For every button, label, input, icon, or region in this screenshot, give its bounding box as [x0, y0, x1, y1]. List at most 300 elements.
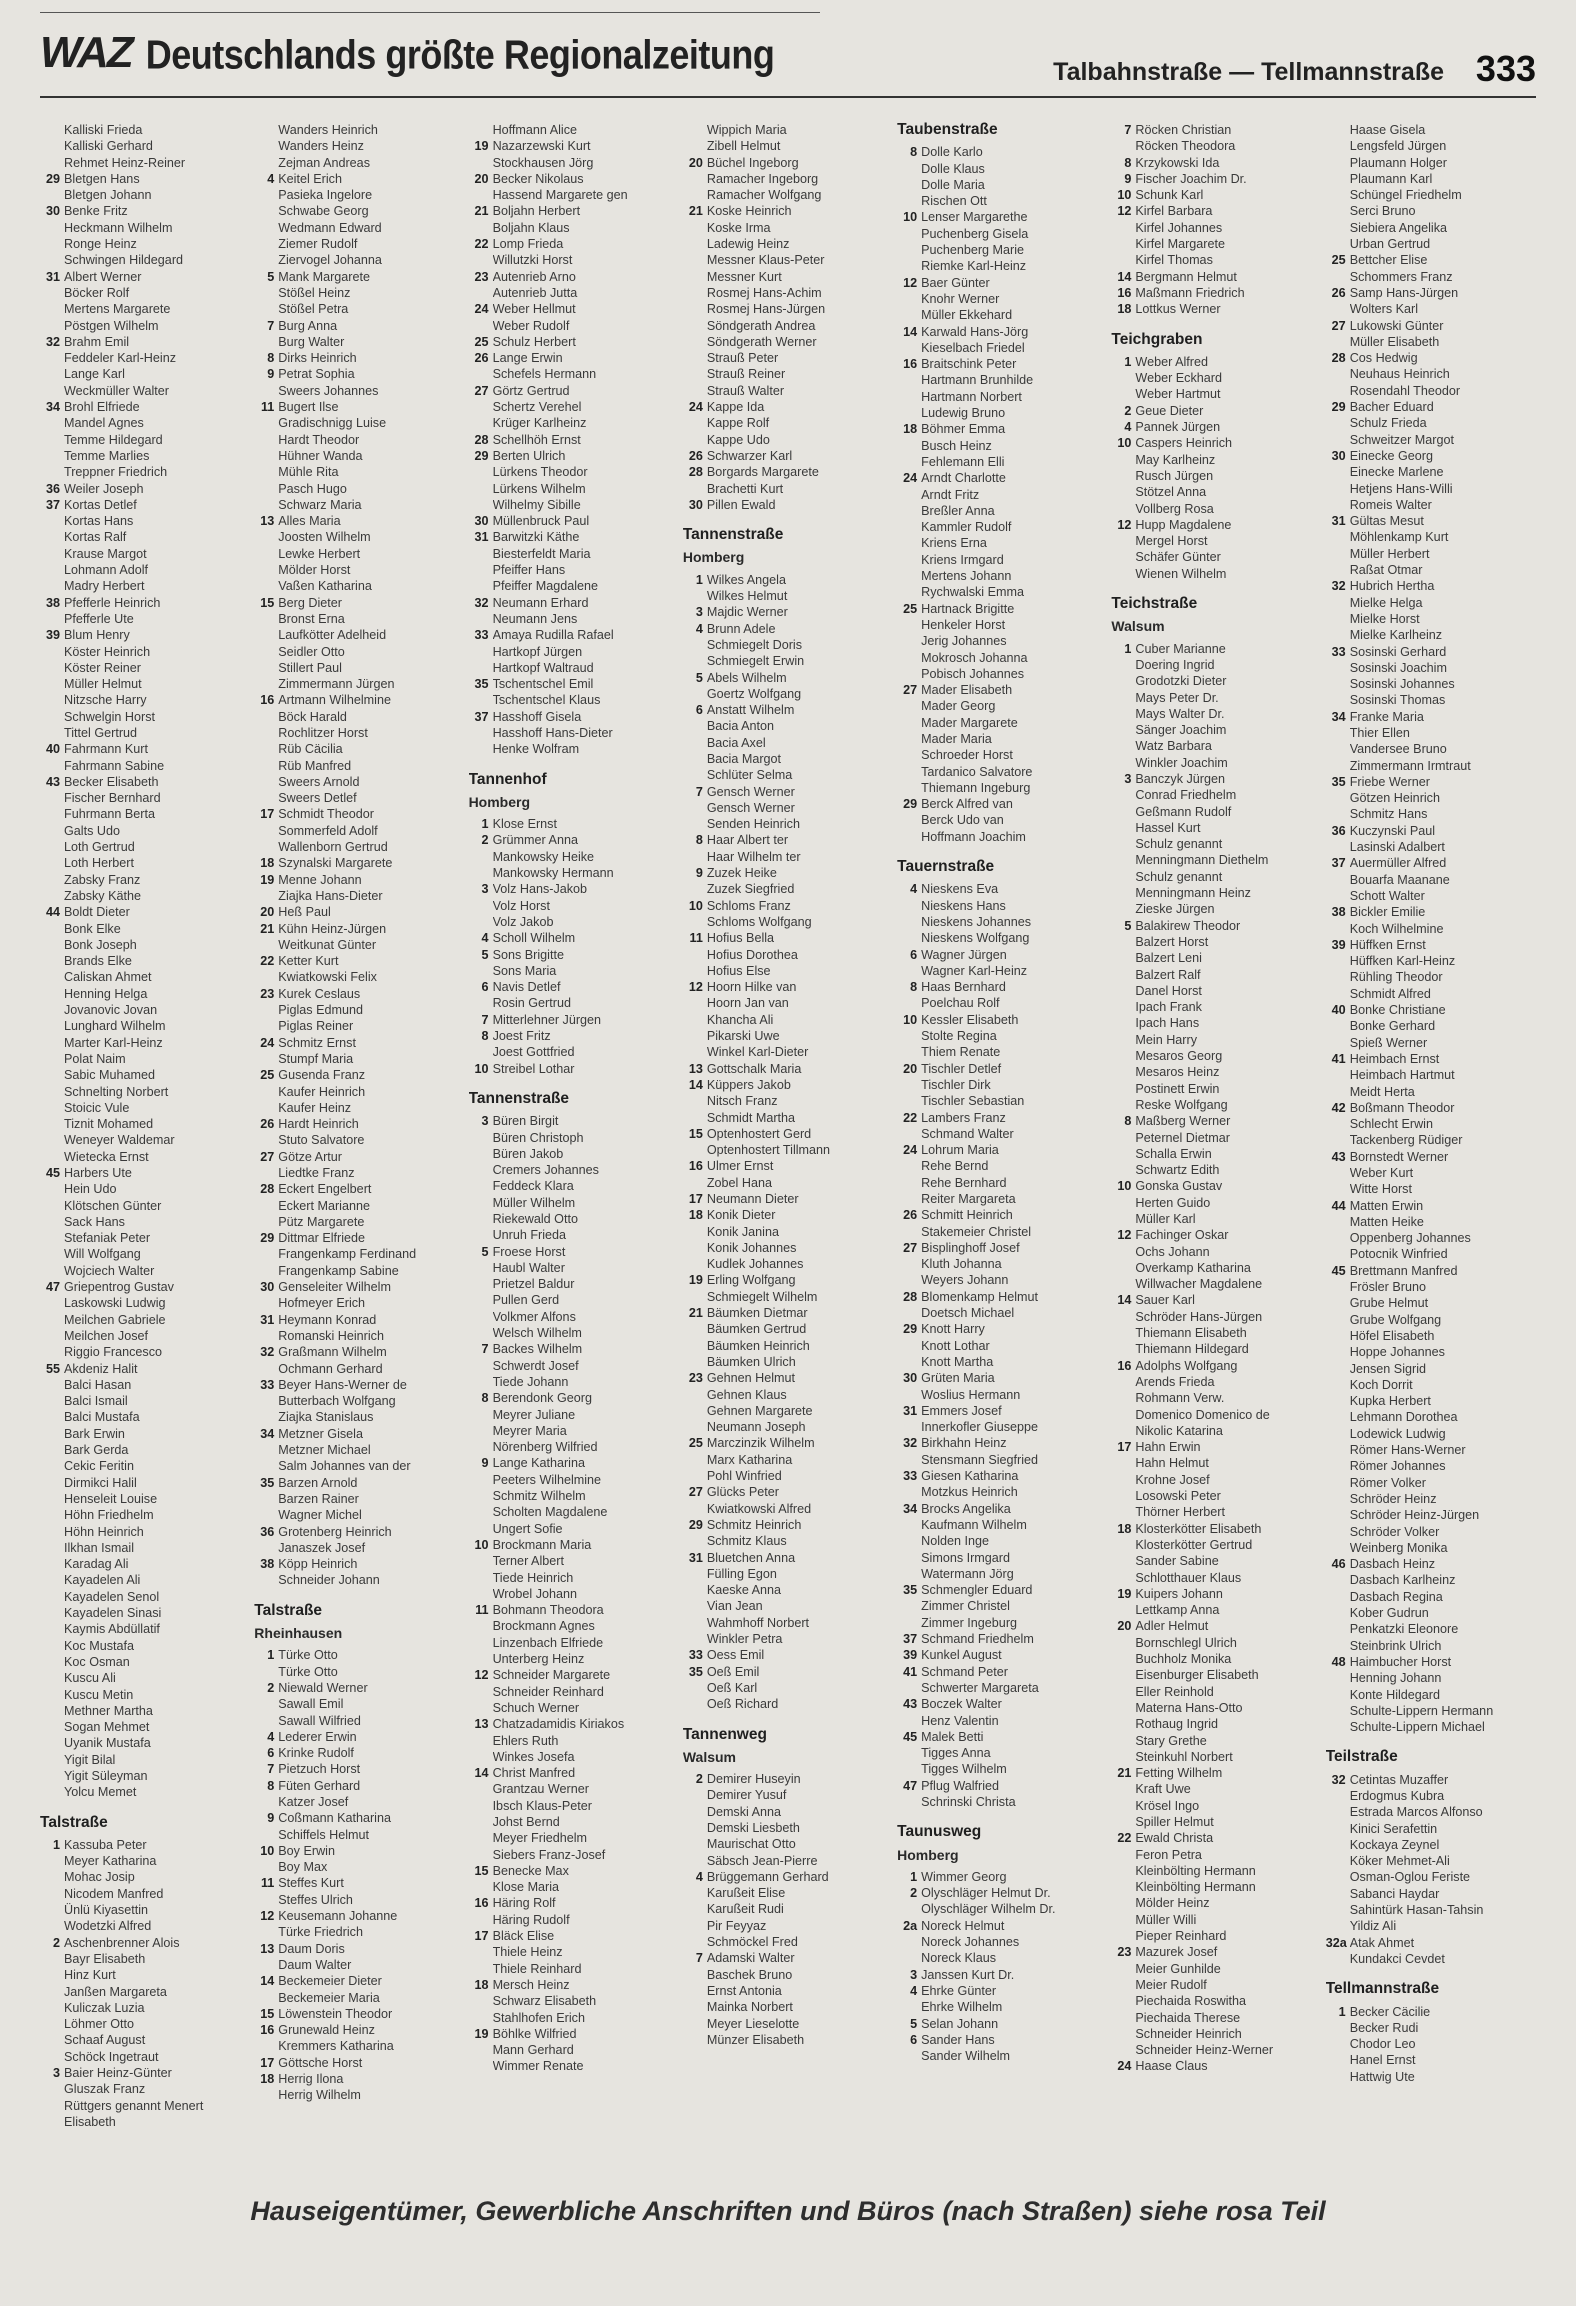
- house-number: [683, 1598, 707, 1614]
- resident-name: Sosinski Gerhard: [1349, 644, 1447, 659]
- house-number: [683, 751, 707, 767]
- house-number: [1326, 155, 1350, 171]
- resident-name: Cremers Johannes: [492, 1163, 599, 1178]
- house-number: [1111, 869, 1135, 885]
- resident-name: Schmidt Martha: [706, 1110, 796, 1125]
- house-number: 26: [903, 1208, 918, 1223]
- resident-name: Rehe Bernd: [921, 1159, 989, 1174]
- house-number: [1326, 301, 1350, 317]
- house-number: [683, 1582, 707, 1598]
- resident-name: Bäumken Gertrud: [706, 1322, 807, 1337]
- house-number: 36: [45, 481, 60, 496]
- house-number: [40, 855, 64, 871]
- resident-name: Peeters Wilhelmine: [492, 1472, 602, 1487]
- house-number: [254, 1263, 278, 1279]
- house-number: 8: [695, 833, 703, 848]
- listing-entry: [1111, 1895, 1321, 1911]
- house-number: [469, 1162, 493, 1178]
- listing-entry: [469, 481, 679, 497]
- resident-name: Caspers Heinrich: [1135, 436, 1232, 451]
- house-number: [254, 236, 278, 252]
- resident-name: Mitterlehner Jürgen: [492, 1012, 602, 1027]
- listing-entry: [469, 1537, 679, 1553]
- resident-name: Kortas Detlef: [64, 497, 137, 512]
- resident-name: Haar Albert ter: [706, 833, 789, 848]
- street-heading: Talstraße: [40, 1813, 108, 1831]
- resident-name: Jerig Johannes: [921, 634, 1007, 649]
- house-number: 27: [474, 383, 489, 398]
- listing-entry: [683, 914, 893, 930]
- resident-name: Meyrer Maria: [492, 1423, 567, 1438]
- listing-entry: [1326, 1524, 1536, 1540]
- listing-entry: [897, 324, 1107, 340]
- resident-name: Boy Erwin: [278, 1843, 335, 1858]
- listing-entry: [1111, 403, 1321, 419]
- listing-entry: [1111, 1781, 1321, 1797]
- house-number: [897, 568, 921, 584]
- listing-entry: [40, 399, 250, 415]
- listing-entry: [1326, 855, 1536, 871]
- street-heading: Teichgraben: [1111, 330, 1203, 348]
- listing-entry: [40, 1768, 250, 1784]
- house-number: [40, 1198, 64, 1214]
- resident-name: Coßmann Katharina: [278, 1811, 391, 1826]
- directory-column: [40, 122, 250, 2182]
- listing-entry: [40, 1967, 250, 1983]
- listing-entry: [1111, 301, 1321, 317]
- listing-entry: [1326, 1377, 1536, 1393]
- resident-name: Sander Sabine: [1135, 1554, 1219, 1569]
- house-number: 31: [260, 1312, 275, 1327]
- resident-name: Balakirew Theodor: [1135, 918, 1241, 933]
- house-number: [40, 1181, 64, 1197]
- house-number: [1326, 1951, 1350, 1967]
- listing-entry: [40, 2065, 250, 2081]
- resident-name: Christ Manfred: [492, 1766, 576, 1781]
- listing-entry: [254, 138, 464, 154]
- listing-entry: [469, 930, 679, 946]
- resident-name: Poelchau Rolf: [921, 996, 1000, 1011]
- house-number: [1111, 1684, 1135, 1700]
- house-number: [254, 758, 278, 774]
- resident-name: Bacia Margot: [706, 751, 782, 766]
- listing-entry: [897, 617, 1107, 633]
- resident-name: Becker Rudi: [1349, 2020, 1419, 2035]
- listing-entry: [254, 1892, 464, 1908]
- listing-entry: [469, 1488, 679, 1504]
- house-number: [1111, 549, 1135, 565]
- listing-entry: [897, 1175, 1107, 1191]
- resident-name: Meyer Lieselotte: [706, 2016, 800, 2031]
- house-number: [1326, 1853, 1350, 1869]
- house-number: [897, 258, 921, 274]
- house-number: [1111, 386, 1135, 402]
- house-number: 33: [260, 1377, 275, 1392]
- listing-entry: [1326, 627, 1536, 643]
- house-number: 29: [260, 1231, 275, 1246]
- resident-name: Gehnen Helmut: [706, 1371, 796, 1386]
- house-number: [683, 1387, 707, 1403]
- house-number: [40, 1067, 64, 1083]
- resident-name: Schneider Heinz-Werner: [1135, 2043, 1274, 2058]
- resident-name: Berendonk Georg: [492, 1391, 592, 1406]
- listing-entry: [1326, 122, 1536, 138]
- resident-name: Weber Hellmut: [492, 302, 576, 317]
- listing-entry: [1111, 2010, 1321, 2026]
- house-number: [469, 1830, 493, 1846]
- resident-name: Koske Irma: [706, 220, 771, 235]
- resident-name: Neumann Jens: [492, 611, 578, 626]
- resident-name: Puchenberg Gisela: [921, 226, 1029, 241]
- listing-entry: [40, 644, 250, 660]
- house-number: [683, 1696, 707, 1712]
- house-number: [1111, 722, 1135, 738]
- listing-entry: [683, 881, 893, 897]
- resident-name: Herrig Wilhelm: [278, 2088, 361, 2103]
- house-number: [897, 438, 921, 454]
- resident-name: Arndt Fritz: [921, 487, 980, 502]
- resident-name: Schellhöh Ernst: [492, 432, 581, 447]
- house-number: [254, 1794, 278, 1810]
- resident-name: Schwarz Maria: [278, 497, 362, 512]
- listing-entry: [897, 1729, 1107, 1745]
- house-number: [1111, 1879, 1135, 1895]
- house-number: [254, 1713, 278, 1729]
- resident-name: Berck Alfred van: [921, 797, 1013, 812]
- listing-entry: [40, 1328, 250, 1344]
- resident-name: Schott Walter: [1349, 888, 1425, 903]
- resident-name: Weiler Joseph: [64, 481, 144, 496]
- resident-name: Mielke Helga: [1349, 595, 1423, 610]
- listing-entry: [1326, 1654, 1536, 1670]
- listing-entry: [683, 1224, 893, 1240]
- listing-entry: [1111, 1586, 1321, 1602]
- house-number: 18: [1117, 1521, 1132, 1536]
- listing-entry: [1326, 1295, 1536, 1311]
- listing-entry: [469, 1830, 679, 1846]
- resident-name: Bornschlegl Ulrich: [1135, 1635, 1237, 1650]
- listing-entry: [469, 383, 679, 399]
- listing-entry: [683, 122, 893, 138]
- house-number: [1326, 1475, 1350, 1491]
- listing-entry: [1111, 2026, 1321, 2042]
- resident-name: Elisabeth: [64, 2114, 116, 2129]
- listing-entry: [1111, 1521, 1321, 1537]
- resident-name: Reiter Margareta: [921, 1192, 1016, 1206]
- listing-entry: [683, 702, 893, 718]
- resident-name: Pullen Gerd: [492, 1293, 560, 1308]
- resident-name: Stoicic Vule: [64, 1100, 130, 1115]
- house-number: [683, 1044, 707, 1060]
- listing-entry: [254, 1827, 464, 1843]
- house-number: 21: [474, 204, 489, 219]
- listing-entry: [897, 535, 1107, 551]
- listing-entry: [254, 1507, 464, 1523]
- resident-name: Senden Heinrich: [706, 817, 800, 832]
- resident-name: Laskowski Ludwig: [64, 1296, 166, 1311]
- house-number: [683, 881, 707, 897]
- house-number: 6: [481, 980, 489, 995]
- resident-name: Biesterfeldt Maria: [492, 546, 591, 561]
- listing-entry: [897, 1240, 1107, 1256]
- resident-name: Yolcu Memet: [64, 1785, 137, 1800]
- house-number: [469, 898, 493, 914]
- house-number: [469, 1178, 493, 1194]
- resident-name: Konik Janina: [706, 1224, 779, 1239]
- street-heading: Tellmannstraße: [1325, 1980, 1440, 1998]
- listing-entry: [254, 481, 464, 497]
- listing-entry: [1326, 1361, 1536, 1377]
- listing-entry: [1111, 1309, 1321, 1325]
- listing-entry: [683, 2032, 893, 2048]
- district-heading: Rheinhausen: [254, 1625, 343, 1642]
- resident-name: Kleinbölting Hermann: [1135, 1863, 1256, 1878]
- listing-entry: [1326, 529, 1536, 545]
- listing-entry: [897, 421, 1107, 437]
- house-number: 6: [910, 947, 918, 962]
- house-number: 2: [910, 1886, 918, 1901]
- house-number: 7: [695, 1951, 703, 1966]
- resident-name: Temme Marlies: [64, 448, 150, 463]
- house-number: [897, 1419, 921, 1435]
- resident-name: Stefaniak Peter: [64, 1231, 151, 1246]
- listing-entry: [683, 2016, 893, 2032]
- resident-name: Pfefferle Heinrich: [64, 595, 161, 610]
- listing-entry: [897, 519, 1107, 535]
- resident-name: Brüggemann Gerhard: [706, 1869, 829, 1884]
- listing-entry: [469, 203, 679, 219]
- listing-entry: [40, 1951, 250, 1967]
- house-number: [469, 1553, 493, 1569]
- listing-entry: [40, 1752, 250, 1768]
- resident-name: Winkler Petra: [706, 1632, 783, 1647]
- listing-entry: [1111, 852, 1321, 868]
- resident-name: Schwerter Margareta: [921, 1680, 1039, 1695]
- resident-name: Rühling Theodor: [1349, 970, 1443, 985]
- resident-name: Stolte Regina: [921, 1029, 997, 1044]
- house-number: [1111, 738, 1135, 754]
- resident-name: Pohl Winfried: [706, 1469, 782, 1484]
- listing-entry: [1326, 203, 1536, 219]
- listing-entry: [254, 611, 464, 627]
- resident-name: Ehrke Günter: [921, 1983, 997, 1998]
- resident-name: Kinici Serafettin: [1349, 1821, 1438, 1836]
- resident-name: Krösel Ingo: [1135, 1798, 1200, 1813]
- listing-entry: [1111, 1553, 1321, 1569]
- resident-name: Römer Volker: [1349, 1475, 1426, 1490]
- resident-name: Sahintürk Hasan-Tahsin: [1349, 1903, 1484, 1918]
- listing-entry: [40, 725, 250, 741]
- resident-name: Osman-Oglou Feriste: [1349, 1870, 1471, 1885]
- resident-name: Schöck Ingetraut: [64, 2049, 159, 2064]
- house-number: [897, 1028, 921, 1044]
- house-number: 24: [474, 302, 489, 317]
- house-number: [683, 963, 707, 979]
- resident-name: Pflug Walfried: [921, 1778, 1000, 1793]
- resident-name: Blomenkamp Helmut: [921, 1289, 1039, 1304]
- listing-entry: [683, 1771, 893, 1787]
- house-number: 16: [1117, 285, 1132, 300]
- listing-entry: [40, 578, 250, 594]
- house-number: [40, 888, 64, 904]
- resident-name: Siebers Franz-Josef: [492, 1847, 606, 1862]
- listing-entry: [40, 1442, 250, 1458]
- listing-entry: [897, 1354, 1107, 1370]
- listing-entry: [1326, 1002, 1536, 1018]
- resident-name: Ladewig Heinz: [706, 237, 790, 252]
- listing-entry: [683, 1501, 893, 1517]
- listing-entry: [683, 1566, 893, 1582]
- house-number: 4: [910, 882, 918, 897]
- resident-name: Volz Horst: [492, 898, 550, 913]
- house-number: [40, 1638, 64, 1654]
- house-number: [1111, 1814, 1135, 1830]
- resident-name: Yigit Bilal: [64, 1752, 116, 1767]
- resident-name: Geue Dieter: [1135, 403, 1204, 418]
- resident-name: Brahm Emil: [64, 334, 130, 349]
- house-number: [254, 1198, 278, 1214]
- house-number: [1111, 901, 1135, 917]
- resident-name: Demski Anna: [706, 1804, 782, 1819]
- house-number: [1111, 1211, 1135, 1227]
- resident-name: Stößel Petra: [278, 302, 349, 317]
- house-number: [254, 481, 278, 497]
- house-number: [897, 780, 921, 796]
- house-number: [1326, 1312, 1350, 1328]
- listing-entry: [40, 1018, 250, 1034]
- resident-name: Tackenberg Rüdiger: [1349, 1133, 1463, 1148]
- listing-entry: [683, 751, 893, 767]
- listing-entry: [254, 1409, 464, 1425]
- listing-entry: [1326, 758, 1536, 774]
- house-number: [1111, 1928, 1135, 1944]
- resident-name: Lenser Margarethe: [921, 210, 1028, 225]
- listing-entry: [40, 1279, 250, 1295]
- house-number: 19: [474, 2026, 489, 2041]
- house-number: 38: [260, 1557, 275, 1572]
- listing-entry: [40, 1295, 250, 1311]
- resident-name: Brohl Elfriede: [64, 400, 140, 415]
- house-number: [683, 1354, 707, 1370]
- listing-entry: [40, 1377, 250, 1393]
- resident-name: Rischen Ott: [921, 194, 987, 209]
- listing-entry: [40, 1719, 250, 1735]
- house-number: [40, 2000, 64, 2016]
- listing-entry: [40, 1491, 250, 1507]
- listing-entry: [254, 969, 464, 985]
- house-number: 9: [1124, 171, 1132, 186]
- listing-entry: [683, 1240, 893, 1256]
- resident-name: Franke Maria: [1349, 709, 1424, 724]
- resident-name: Nieskens Wolfgang: [921, 931, 1030, 946]
- house-number: [40, 1035, 64, 1051]
- house-number: 30: [1331, 448, 1346, 463]
- listing-entry: [683, 995, 893, 1011]
- house-number: [1326, 1361, 1350, 1377]
- resident-name: Yildiz Ali: [1349, 1919, 1397, 1934]
- resident-name: Mielke Horst: [1349, 611, 1420, 626]
- house-number: [1326, 432, 1350, 448]
- resident-name: Hoorn Hilke van: [706, 980, 797, 995]
- resident-name: Büren Jakob: [492, 1146, 564, 1161]
- listing-entry: [40, 1002, 250, 1018]
- listing-entry: [254, 1524, 464, 1540]
- house-number: 14: [474, 1766, 489, 1781]
- house-number: 6: [910, 2032, 918, 2047]
- listing-entry: [1326, 1638, 1536, 1654]
- listing-entry: [469, 963, 679, 979]
- listing-entry: [683, 588, 893, 604]
- listing-entry: [683, 1093, 893, 1109]
- resident-name: Busch Heinz: [921, 438, 992, 453]
- house-number: 16: [260, 2023, 275, 2038]
- listing-entry: [1326, 1132, 1536, 1148]
- listing-entry: [1111, 1064, 1321, 1080]
- listing-entry: [254, 692, 464, 708]
- house-number: [1111, 1048, 1135, 1064]
- house-number: [683, 285, 707, 301]
- house-number: [40, 953, 64, 969]
- listing-entry: [683, 236, 893, 252]
- house-number: 2: [267, 1680, 275, 1695]
- resident-name: Weinberg Monika: [1349, 1540, 1448, 1555]
- resident-name: Piglas Reiner: [278, 1019, 354, 1034]
- house-number: [40, 969, 64, 985]
- house-number: 48: [1331, 1654, 1346, 1669]
- resident-name: Lettkamp Anna: [1135, 1603, 1220, 1618]
- listing-entry: [469, 1635, 679, 1651]
- resident-name: Knohr Werner: [921, 291, 1000, 306]
- listing-entry: [469, 1521, 679, 1537]
- listing-entry: [683, 1582, 893, 1598]
- house-number: [1326, 1918, 1350, 1934]
- resident-name: Pfeiffer Hans: [492, 563, 566, 578]
- house-number: [1326, 872, 1350, 888]
- listing-entry: [1326, 1837, 1536, 1853]
- resident-name: Sander Hans: [921, 2032, 995, 2047]
- house-number: 14: [688, 1077, 703, 1092]
- listing-entry: [1111, 983, 1321, 999]
- resident-name: Riemke Karl-Heinz: [921, 259, 1027, 274]
- listing-entry: [1326, 481, 1536, 497]
- house-number: [40, 1703, 64, 1719]
- resident-name: Stuto Salvatore: [278, 1133, 365, 1148]
- listing-entry: [254, 1051, 464, 1067]
- house-number: [469, 187, 493, 203]
- listing-entry: [683, 1142, 893, 1158]
- resident-name: Bletgen Johann: [64, 188, 152, 203]
- house-number: [897, 552, 921, 568]
- house-number: [1111, 1374, 1135, 1390]
- house-number: [254, 823, 278, 839]
- resident-name: Kwiatkowski Alfred: [706, 1501, 812, 1516]
- house-number: [40, 285, 64, 301]
- house-number: [469, 1044, 493, 1060]
- listing-entry: [40, 1654, 250, 1670]
- resident-name: Pikarski Uwe: [706, 1029, 780, 1044]
- house-number: [1326, 383, 1350, 399]
- listing-entry: [1326, 1703, 1536, 1719]
- resident-name: Eckert Marianne: [278, 1198, 370, 1213]
- house-number: [1326, 122, 1350, 138]
- house-number: [897, 747, 921, 763]
- resident-name: Höhn Heinrich: [64, 1524, 144, 1539]
- house-number: [683, 1142, 707, 1158]
- house-number: 27: [903, 683, 918, 698]
- listing-entry: [469, 366, 679, 382]
- listing-entry: [897, 470, 1107, 486]
- house-number: [683, 350, 707, 366]
